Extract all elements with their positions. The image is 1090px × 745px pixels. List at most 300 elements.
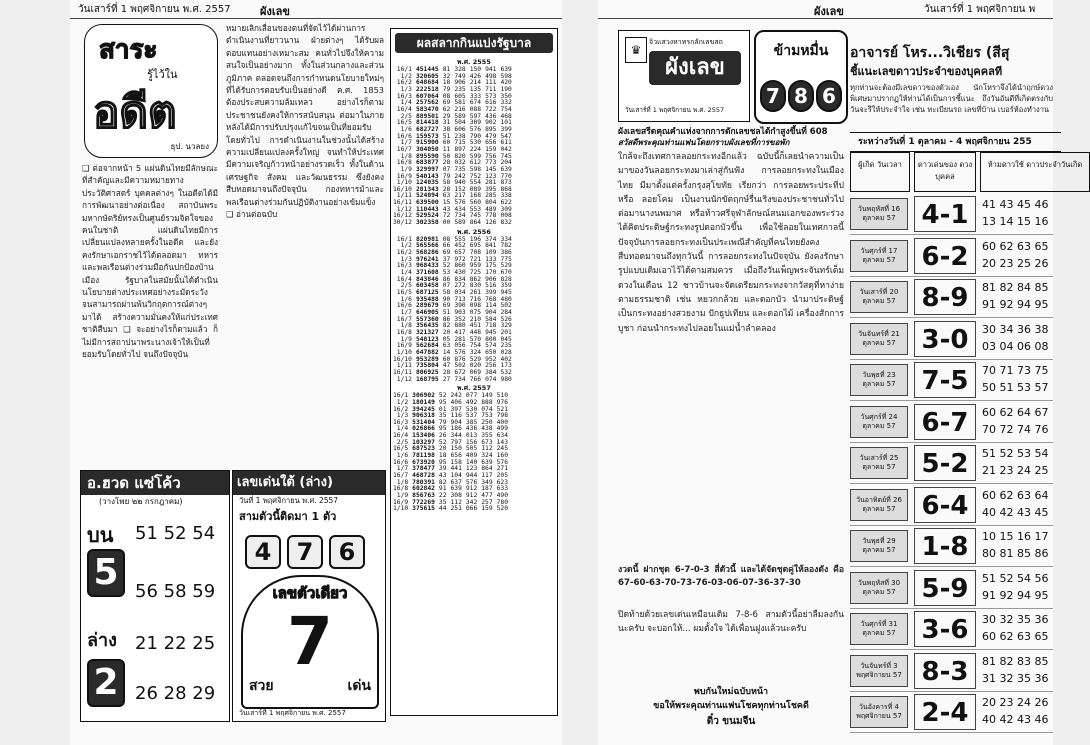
prize-number: 576 (496, 458, 509, 466)
prize-number: 210 (469, 315, 482, 323)
prize-number: 43 (442, 205, 451, 213)
story-tail: ปิดท้ายด้วยเลขเด่นเหมือนเดิม 7-8-6 สามตัวนี้อย่าลืมลงกันนะครับ จะบอกให้... ผมตั้งใจ ได้เพื่อนฝูงแล้วนะครับ (618, 610, 844, 634)
first-prize: 529524 (415, 212, 439, 220)
prize-number: 075 (469, 308, 482, 316)
row-nums-1: 81 82 84 85 (982, 281, 1049, 294)
row-birth-date: วันอังคารที่ 4 พฤศจิกายน 57 (850, 696, 908, 728)
upper-nums-a: 51 52 54 (135, 523, 216, 544)
draw-date: 16/3 (396, 92, 412, 100)
prize-number: 112 (481, 445, 493, 453)
row-nums-2: 40 42 43 45 (982, 505, 1049, 519)
first-prize: 781198 (412, 452, 435, 460)
prize-number: 238 (454, 132, 466, 140)
prize-number: 355 (481, 432, 493, 440)
prize-number: 101 (500, 119, 512, 127)
sara-title: สาระ (99, 35, 158, 65)
prize-number: 52 (438, 392, 447, 400)
prize-number: 95 (438, 398, 447, 406)
prize-number: 328 (454, 66, 466, 73)
prize-number: 251 (450, 505, 462, 513)
lek-den-foot-date: วันเสาร์ที่ 1 พฤศจิกายน พ.ศ. 2557 (239, 709, 346, 717)
lek-den-arch (241, 575, 379, 709)
prize-number: 529 (500, 262, 512, 270)
prize-number: 28 (442, 159, 451, 167)
prize-number: 752 (469, 172, 482, 180)
prize-number: 804 (485, 199, 497, 207)
first-prize: 639500 (415, 199, 439, 207)
prize-number: 374 (485, 235, 497, 243)
prize-number: 906 (485, 275, 497, 283)
lottery-row (391, 220, 514, 227)
prize-number: 560 (469, 199, 482, 207)
first-prize: 976241 (415, 255, 439, 263)
first-prize: 820981 (415, 235, 439, 243)
prize-number: 498 (485, 72, 497, 80)
row-star-pair: 8-9 (914, 279, 976, 315)
star-row (850, 402, 1053, 443)
upper-label: บน (87, 523, 114, 547)
prize-number: 149 (481, 392, 493, 400)
prize-number: 51 (442, 132, 451, 140)
prize-number: 235 (500, 342, 512, 350)
prize-number: 281 (485, 179, 497, 187)
prize-number: 44 (438, 505, 447, 513)
prize-number: 386 (500, 249, 512, 257)
draw-date: 16/8 (396, 159, 412, 167)
first-prize: 180149 (412, 398, 435, 406)
prize-number: 529 (469, 355, 482, 363)
prize-number: 224 (469, 145, 482, 153)
prize-number: 11 (442, 145, 451, 153)
prize-number: 344 (450, 432, 462, 440)
prize-number: 47 (442, 362, 451, 370)
star-row (850, 568, 1053, 609)
prize-number: 639 (450, 485, 462, 493)
prize-number: 329 (500, 322, 512, 330)
prize-number: 31 (442, 119, 451, 127)
prize-number: 841 (485, 242, 497, 250)
row-birth-date: วันเสาร์ที่ 25 ตุลาคม 57 (850, 447, 908, 479)
prize-number: 008 (500, 212, 512, 220)
prize-number: 81 (442, 66, 451, 73)
prize-number: 745 (500, 152, 512, 160)
draw-date: 1/3 (400, 255, 412, 263)
first-prize: 540143 (415, 172, 439, 180)
first-prize: 356435 (415, 322, 439, 330)
prize-number: 123 (485, 172, 497, 180)
prize-number: 104 (450, 472, 462, 480)
prize-number: 906 (454, 79, 466, 87)
draw-date: 1/4 (396, 425, 409, 433)
draw-date: 1/7 (400, 139, 412, 147)
draw-date: 2/5 (400, 112, 412, 120)
upper-digit: 5 (87, 549, 125, 597)
row-nums-1: 20 23 24 26 (982, 696, 1049, 709)
lek-den-arc-text: เลขตัวเดียว (272, 584, 348, 602)
prize-number: 597 (469, 112, 482, 120)
prize-number: 499 (496, 425, 509, 433)
prize-number: 013 (465, 432, 478, 440)
first-prize: 889501 (415, 112, 439, 120)
prize-number: 397 (450, 405, 462, 413)
prize-number: 217 (454, 192, 466, 200)
prize-number: 530 (469, 139, 482, 147)
prize-number: 261 (469, 289, 482, 296)
row-nums-2: 40 42 43 46 (982, 713, 1049, 726)
draw-date: 1/2 (396, 398, 409, 406)
th-forbid: ห้ามดาวใช้ ดาวประจำวันเกิด (980, 152, 1090, 192)
prize-number: 420 (500, 79, 512, 87)
prize-number: 504 (454, 119, 466, 127)
prize-number: 417 (454, 328, 466, 336)
prize-number: 79 (442, 172, 451, 180)
row-star-pair: 3-0 (914, 321, 976, 357)
prize-number: 820 (454, 152, 466, 160)
prize-number: 308 (450, 492, 462, 500)
prize-number: 250 (481, 418, 493, 426)
prize-number: 205 (496, 472, 509, 480)
prize-number: 451 (469, 322, 482, 330)
prize-number: 581 (454, 99, 466, 107)
prize-number: 175 (485, 262, 497, 270)
first-prize: 557360 (415, 315, 439, 323)
first-prize: 953289 (415, 355, 439, 363)
prize-number: 08 (442, 92, 451, 100)
prize-number: 52 (438, 438, 447, 446)
lek-den-title: เลขเด่นใต้ (ล่าง) (233, 471, 385, 495)
prize-number: 639 (500, 165, 512, 173)
draw-date: 16/6 (396, 302, 412, 310)
prize-number: 52 (442, 262, 451, 270)
draw-date: 16/4 (393, 432, 409, 440)
first-prize: 935488 (415, 295, 439, 303)
first-prize: 607064 (415, 92, 439, 100)
prize-number: 976 (496, 398, 509, 406)
prize-number: 903 (454, 308, 466, 316)
prize-number: 18 (442, 79, 451, 87)
signoff-2: ขอให้พระคุณท่านแฟนโชคทุกท่านโชคดี (653, 701, 809, 711)
star-row (850, 319, 1053, 360)
row-nums-1: 70 71 73 75 (982, 364, 1049, 377)
prize-number: 941 (485, 66, 497, 73)
row-birth-date: วันอาทิตย์ที่ 26 ตุลาคม 57 (850, 489, 908, 521)
row-birth-date: วันศุกร์ที่ 17 ตุลาคม 57 (850, 240, 908, 272)
prize-number: 657 (454, 249, 466, 257)
lottery-row (391, 506, 510, 513)
sam-mun-digit-2: 8 (788, 80, 814, 112)
draw-date: 16/6 (396, 132, 412, 140)
first-prize: 110443 (415, 205, 439, 213)
prize-number: 798 (496, 412, 509, 420)
draw-date: 16/7 (396, 315, 412, 323)
lucky-line: งวดนี้ ฝากชุด 6-7-0-3 สี่ตัวนี้ และได้จัดชุดคู่ให้ลองดัง คือ 67-60-63-70-73-76-03-06-07-36-37-30 (618, 565, 844, 588)
prize-number: 532 (500, 368, 512, 376)
draw-date: 1/8 (396, 478, 409, 486)
first-prize: 289679 (415, 302, 439, 310)
first-prize: 026866 (412, 425, 435, 433)
prize-number: 58 (442, 179, 451, 187)
prize-number: 589 (454, 219, 466, 227)
prize-number: 204 (500, 159, 512, 167)
prize-number: 143 (496, 438, 509, 446)
draw-date: 16/7 (393, 472, 409, 480)
prize-number: 01 (438, 405, 447, 413)
lek-den-digit-2: 7 (287, 535, 323, 569)
prize-number: 034 (454, 289, 466, 296)
prize-number: 056 (454, 342, 466, 350)
prize-number: 555 (454, 235, 466, 243)
row-nums-2: 60 62 63 65 (982, 630, 1049, 643)
star-row (850, 609, 1053, 650)
first-prize: 806925 (415, 368, 439, 376)
prize-number: 257 (481, 498, 493, 506)
prize-number: 62 (442, 105, 451, 113)
prize-number: 235 (454, 85, 466, 93)
prize-number: 695 (469, 242, 482, 250)
lek-den-digit-1: 4 (245, 535, 281, 569)
prize-number: 089 (469, 185, 482, 193)
prize-number: 281 (454, 335, 466, 343)
table-range: ระหว่างวันที่ 1 ตุลาคม - 4 พฤศจิกายน 255 (850, 132, 1061, 152)
row-star-pair: 1-8 (914, 528, 976, 564)
draw-date: 1/4 (400, 99, 412, 107)
first-prize: 378477 (412, 465, 435, 473)
prize-number: 718 (485, 322, 497, 330)
prize-number: 599 (469, 152, 482, 160)
prize-number: 656 (485, 139, 497, 147)
logo-date: วันเสาร์ที่ 1 พฤศจิกายน พ.ศ. 2557 (625, 106, 725, 114)
prize-number: 721 (469, 255, 482, 263)
prize-number: 860 (454, 262, 466, 270)
prize-number: 074 (485, 375, 497, 383)
prize-number: 945 (500, 289, 512, 296)
prize-number: 902 (485, 119, 497, 127)
draw-date: 1/3 (400, 85, 412, 93)
row-star-pair: 6-4 (914, 487, 976, 523)
prize-number: 160 (496, 452, 509, 460)
prize-number: 756 (485, 152, 497, 160)
prize-number: 190 (500, 85, 512, 93)
prize-number: 074 (481, 405, 493, 413)
prize-number: 045 (500, 335, 512, 343)
first-prize: 321327 (415, 328, 439, 336)
right-page-header (598, 0, 1053, 19)
prize-number: 020 (469, 362, 482, 370)
draw-date: 16/3 (393, 418, 409, 426)
draw-date: 1/9 (396, 492, 409, 500)
row-nums-2: 21 23 24 25 (982, 464, 1049, 477)
first-prize: 646905 (415, 308, 439, 316)
article-title: อาจารย์ โหร...วิเชียร (สีสุ (850, 45, 1010, 61)
first-prize: 843846 (415, 275, 439, 283)
prize-number: 042 (500, 145, 512, 153)
first-prize: 302358 (415, 219, 439, 227)
prize-number: 032 (454, 159, 466, 167)
draw-date: 16/1 (396, 66, 412, 73)
draw-date: 1/6 (396, 452, 409, 460)
prize-number: 159 (481, 505, 493, 513)
first-prize: 856763 (412, 492, 435, 500)
draw-date: 16/2 (393, 405, 409, 413)
first-prize: 968433 (415, 262, 439, 270)
lottery-table (391, 237, 514, 383)
sam-mun-title: ข้ามหมื่น (773, 43, 829, 59)
prize-number: 158 (450, 458, 462, 466)
prize-number: 324 (481, 452, 493, 460)
prize-number: 402 (500, 355, 512, 363)
row-nums-2: 91 92 94 95 (982, 588, 1049, 602)
prize-number: 116 (450, 412, 462, 420)
prize-number: 670 (500, 269, 512, 277)
prize-number: 674 (469, 99, 482, 107)
first-prize: 222518 (415, 85, 439, 93)
star-row (850, 443, 1053, 484)
first-prize: 814418 (415, 119, 439, 127)
prize-number: 272 (454, 282, 466, 290)
row-birth-date: วันพุธที่ 23 ตุลาคม 57 (850, 364, 908, 396)
prize-number: 196 (469, 235, 482, 243)
prize-number: 639 (481, 458, 493, 466)
prize-number: 573 (485, 92, 497, 100)
prize-number: 63 (442, 192, 451, 200)
prize-number: 140 (465, 458, 478, 466)
prize-number: 633 (496, 485, 509, 493)
draw-date: 1/12 (396, 205, 412, 213)
prize-number: 69 (442, 99, 451, 107)
lower-digit: 2 (87, 659, 125, 707)
prize-number: 406 (450, 398, 462, 406)
lek-den-date: วันที่ 1 พฤศจิกายน พ.ศ. 2557 (239, 496, 339, 505)
lottery-year: พ.ศ. 2557 (457, 384, 491, 393)
prize-number: 22 (438, 492, 447, 500)
prize-number: 959 (469, 262, 482, 270)
prize-number: 775 (500, 255, 512, 263)
prize-number: 170 (485, 269, 497, 277)
prize-number: 18 (438, 452, 447, 460)
prize-number: 53 (442, 269, 451, 277)
story-sub: สวัสดีพระคุณท่านแฟนโดยกราบผังเลขที่การขอพัก (618, 138, 790, 147)
prize-number: 438 (481, 425, 493, 433)
prize-number: 15 (442, 199, 451, 207)
draw-date: 16/8 (393, 485, 409, 493)
prize-number: 725 (469, 269, 482, 277)
draw-date: 16/10 (393, 185, 412, 193)
prize-number: 650 (485, 348, 497, 356)
prize-number: 58 (442, 289, 451, 296)
left-page-header (70, 0, 562, 19)
lottery-tables (391, 57, 557, 513)
draw-date: 1/10 (396, 179, 412, 187)
row-birth-date: วันพฤหัสที่ 30 ตุลาคม 57 (850, 572, 908, 604)
prize-number: 832 (500, 219, 512, 227)
prize-number: 897 (454, 145, 466, 153)
prize-number: 088 (469, 105, 482, 113)
draw-date: 16/2 (396, 249, 412, 257)
lottery-table (391, 67, 514, 227)
first-prize: 451445 (415, 66, 439, 73)
draw-date: 1/2 (400, 72, 412, 80)
draw-date: 1/6 (400, 125, 412, 133)
prize-number: 32 (442, 72, 451, 80)
prize-number: 477 (481, 492, 493, 500)
row-birth-date: วันศุกร์ที่ 24 ตุลาคม 57 (850, 406, 908, 438)
prize-number: 672 (454, 368, 466, 376)
star-table (850, 152, 1083, 738)
first-prize: 548123 (415, 335, 439, 343)
row-nums-1: 60 62 64 67 (982, 405, 1049, 419)
prize-number: 502 (454, 362, 466, 370)
lottery-table (391, 393, 510, 513)
draw-date: 16/11 (393, 199, 412, 207)
prize-number: 07 (442, 282, 451, 290)
prize-number: 782 (500, 242, 512, 250)
prize-number: 622 (500, 199, 512, 207)
prize-number: 753 (481, 412, 493, 420)
prize-number: 349 (481, 478, 493, 486)
prize-number: 63 (442, 342, 451, 350)
prize-number: 711 (485, 85, 497, 93)
prize-number: 605 (454, 92, 466, 100)
lottery-year: พ.ศ. 2556 (457, 227, 491, 236)
prize-number: 940 (454, 179, 466, 187)
row-birth-date: วันศุกร์ที่ 31 ตุลาคม 57 (850, 613, 908, 645)
prize-number: 285 (485, 192, 497, 200)
prize-number: 395 (485, 185, 497, 193)
row-nums-2: 03 04 06 08 (982, 339, 1049, 353)
prize-number: 576 (454, 348, 466, 356)
first-prize: 583470 (415, 105, 439, 113)
prize-number: 713 (454, 295, 466, 303)
prize-number: 91 (438, 485, 447, 493)
prize-number: 521 (496, 405, 509, 413)
row-nums-2: 80 81 85 86 (982, 547, 1049, 560)
row-nums-1: 30 34 36 38 (982, 322, 1049, 336)
lek-den-box (232, 470, 386, 722)
prize-number: 135 (469, 85, 482, 93)
prize-number: 385 (465, 418, 478, 426)
first-prize: 780391 (412, 478, 435, 486)
draw-date: 1/10 (393, 505, 409, 513)
lek-den-big-digit: 7 (287, 603, 333, 680)
row-star-pair: 4-1 (914, 196, 976, 232)
left-newspaper-page (70, 0, 562, 745)
lek-den-sub: สามตัวนี้ติดมา 1 ตัว (239, 510, 337, 523)
upper-nums-b: 56 58 59 (135, 581, 216, 602)
prize-number: 242 (450, 392, 462, 400)
prize-number: 766 (469, 375, 482, 383)
draw-date: 16/9 (393, 498, 409, 506)
first-prize: 524094 (415, 192, 439, 200)
first-prize: 159573 (415, 132, 439, 140)
draw-date: 16/7 (396, 145, 412, 153)
prize-number: 553 (469, 205, 482, 213)
prize-number: 895 (485, 125, 497, 133)
row-nums-2: 13 14 15 16 (982, 215, 1049, 228)
row-nums-1: 60 62 63 65 (982, 239, 1049, 253)
prize-number: 773 (485, 159, 497, 167)
lottery-year: พ.ศ. 2555 (457, 58, 491, 66)
prize-number: 944 (465, 472, 478, 480)
prize-number: 35 (438, 412, 447, 420)
prize-number: 409 (465, 452, 478, 460)
prize-number: 574 (485, 342, 497, 350)
draw-date: 1/10 (396, 348, 412, 356)
prize-number: 520 (496, 505, 509, 513)
prize-number: 656 (450, 452, 462, 460)
prize-number: 126 (485, 219, 497, 227)
prize-number: 309 (469, 119, 482, 127)
lek-den-digits (245, 535, 365, 569)
